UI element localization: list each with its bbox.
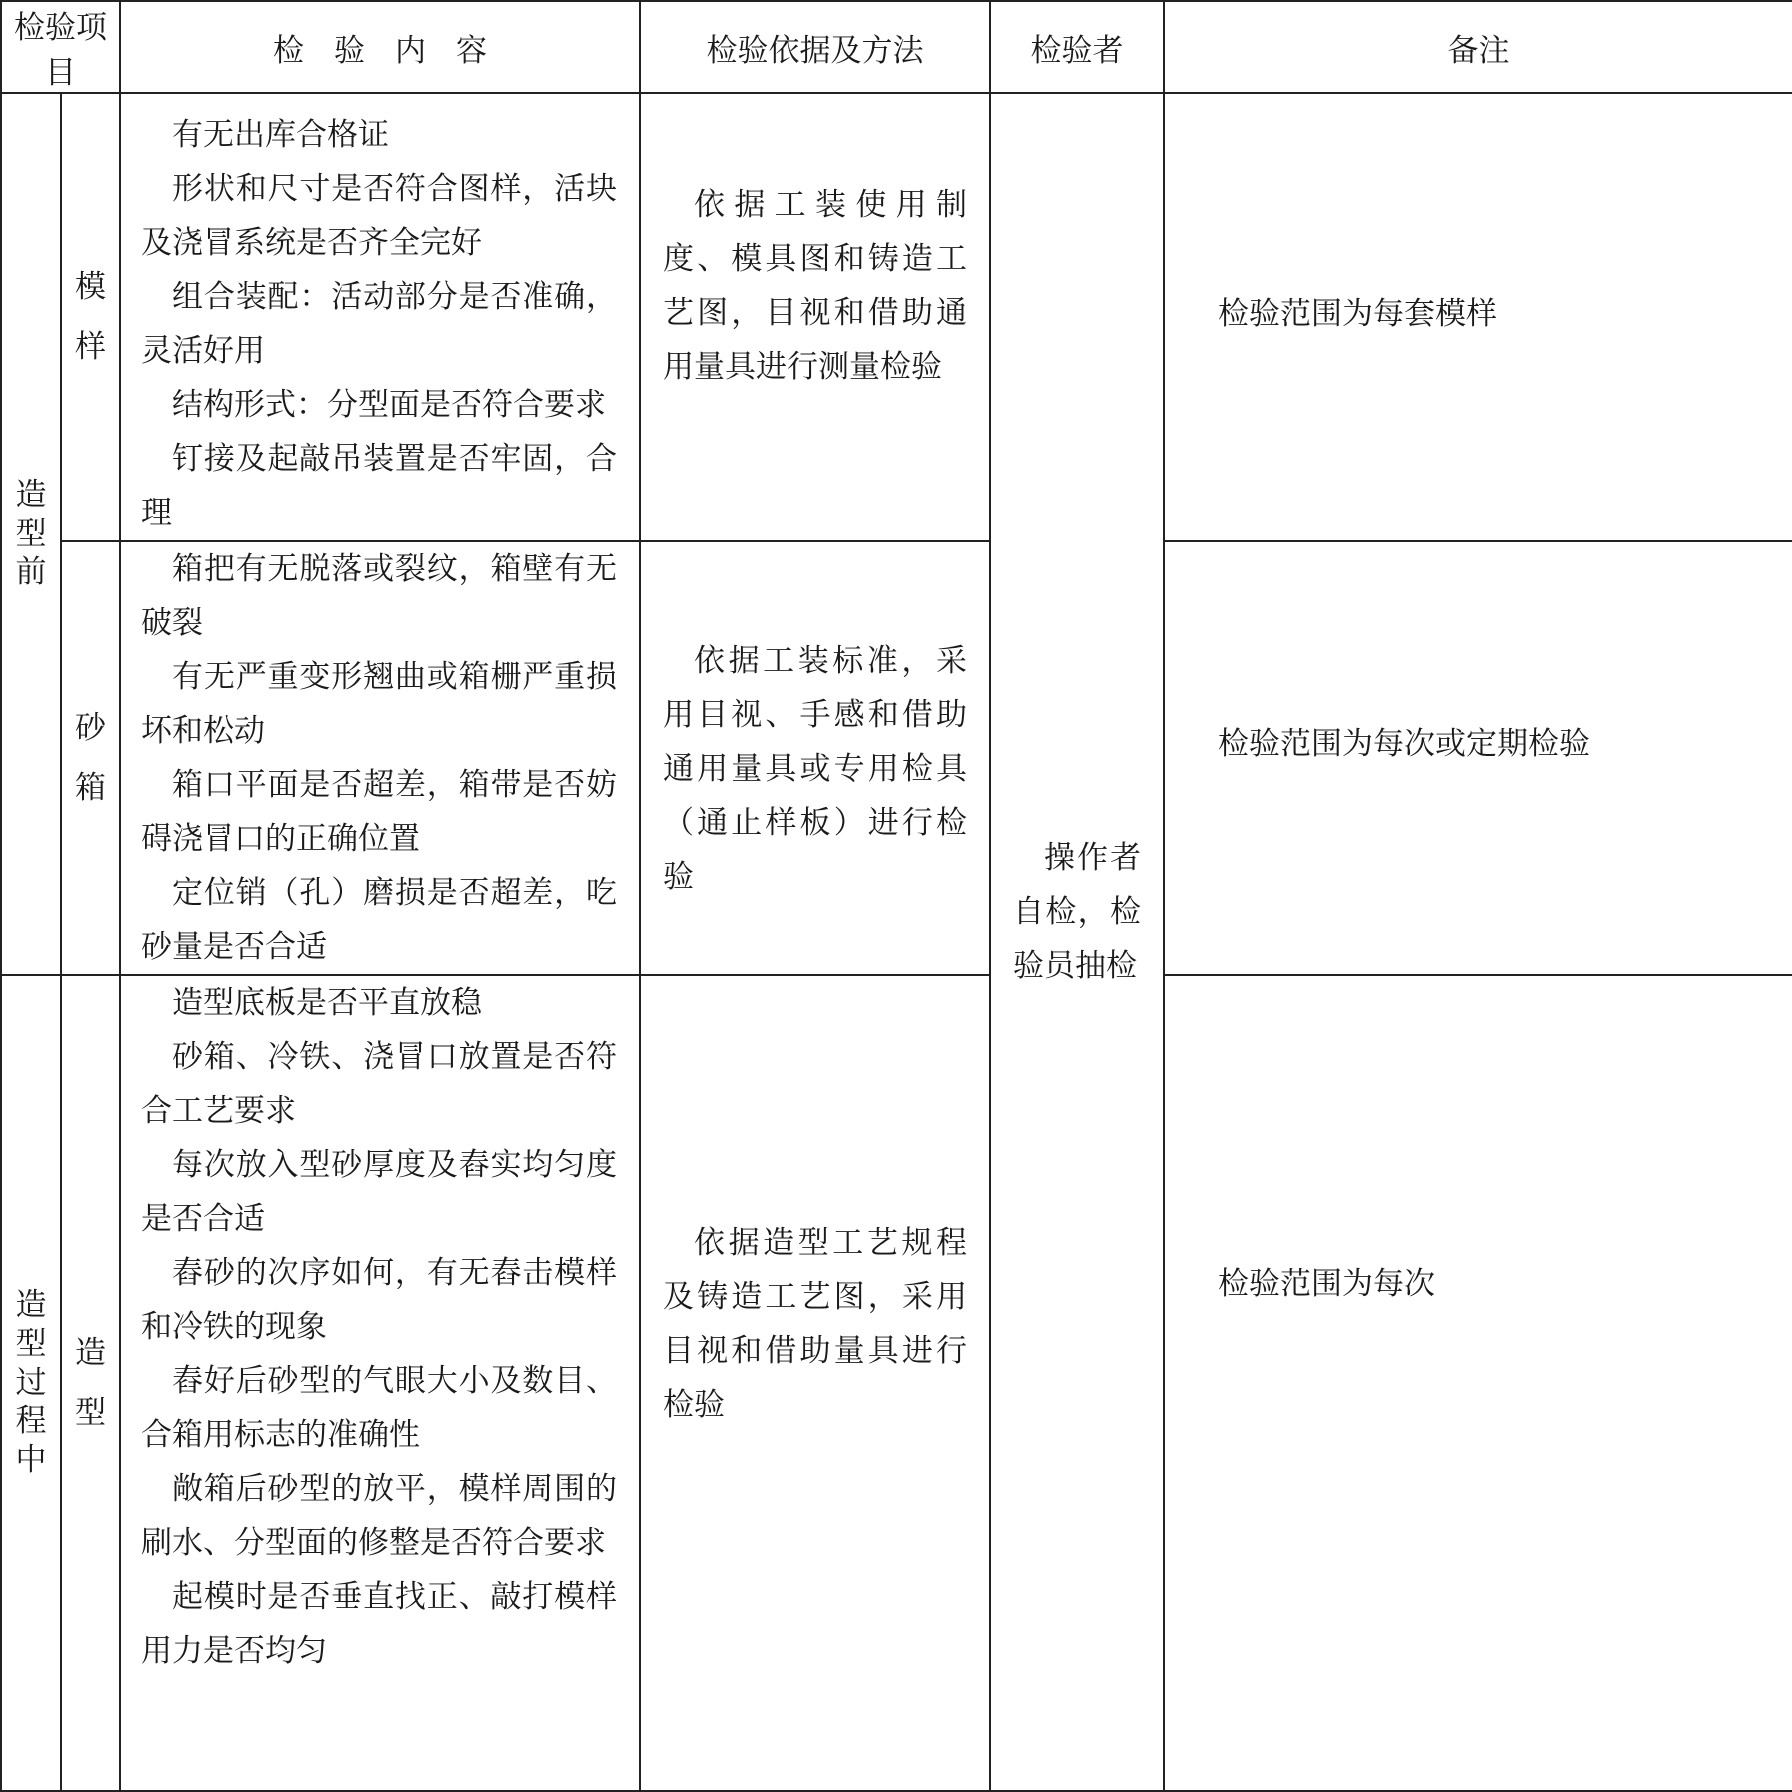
content-line: 造型底板是否平直放稳 [172, 985, 482, 1021]
content-line: 舂砂的次序如何，有无舂击模样和冷铁的现象 [141, 1255, 617, 1345]
content-line: 舂好后砂型的气眼大小及数目、合箱用标志的准确性 [141, 1363, 617, 1453]
content-line: 定位销（孔）磨损是否超差，吃砂量是否合适 [141, 875, 617, 965]
content-line: 砂箱、冷铁、浇冒口放置是否符合工艺要求 [141, 1039, 617, 1129]
header-inspector: 检验者 [990, 1, 1164, 93]
content-line: 结构形式：分型面是否符合要求 [172, 387, 606, 423]
content-cell-pattern [120, 93, 640, 541]
content-line: 钉接及起敲吊装置是否牢固，合理 [141, 441, 617, 531]
method-cell-pattern: 依据工装使用制度、模具图和铸造工艺图，目视和借助通用量具进行测量检验 [640, 93, 990, 541]
content-line: 每次放入型砂厚度及舂实均匀度是否合适 [141, 1147, 617, 1237]
category-during-molding: 造 型 过 程 中 [1, 975, 61, 1791]
remark-cell-molding: 检验范围为每次 [1164, 975, 1792, 1791]
subitem-molding: 造 型 [61, 975, 120, 1791]
content-line: 组合装配：活动部分是否准确，灵活好用 [141, 279, 617, 369]
subitem-pattern: 模 样 [61, 93, 120, 541]
content-line: 箱口平面是否超差，箱带是否妨碍浇冒口的正确位置 [141, 767, 617, 857]
header-method: 检验依据及方法 [640, 1, 990, 93]
remark-cell-flask: 检验范围为每次或定期检验 [1164, 541, 1792, 975]
content-line: 形状和尺寸是否符合图样，活块及浇冒系统是否齐全完好 [141, 171, 617, 261]
content-cell-flask [120, 541, 640, 975]
content-line: 起模时是否垂直找正、敲打模样用力是否均匀 [141, 1579, 617, 1669]
method-cell-flask: 依据工装标准，采用目视、手感和借助通用量具或专用检具（通止样板）进行检验 [640, 541, 990, 975]
header-row [1, 1, 1792, 93]
content-line: 箱把有无脱落或裂纹，箱壁有无破裂 [141, 551, 617, 641]
table-row [1, 541, 1792, 975]
table-row [1, 93, 1792, 541]
content-line: 有无严重变形翘曲或箱栅严重损坏和松动 [141, 659, 617, 749]
content-cell-molding [120, 975, 640, 1791]
table-row [1, 975, 1792, 1791]
header-remark: 备注 [1164, 1, 1792, 93]
content-line: 有无出库合格证 [172, 117, 389, 153]
subitem-flask: 砂 箱 [61, 541, 120, 975]
header-item: 检验项目 [1, 1, 120, 93]
header-content: 检验内容 [120, 1, 640, 93]
inspector-cell: 操作者自检，检验员抽检 [990, 93, 1164, 1791]
remark-cell-pattern: 检验范围为每套模样 [1164, 93, 1792, 541]
method-cell-molding: 依据造型工艺规程及铸造工艺图，采用目视和借助量具进行检验 [640, 975, 990, 1791]
content-line: 敞箱后砂型的放平，模样周围的刷水、分型面的修整是否符合要求 [141, 1471, 617, 1561]
category-before-molding: 造 型 前 [1, 93, 61, 975]
